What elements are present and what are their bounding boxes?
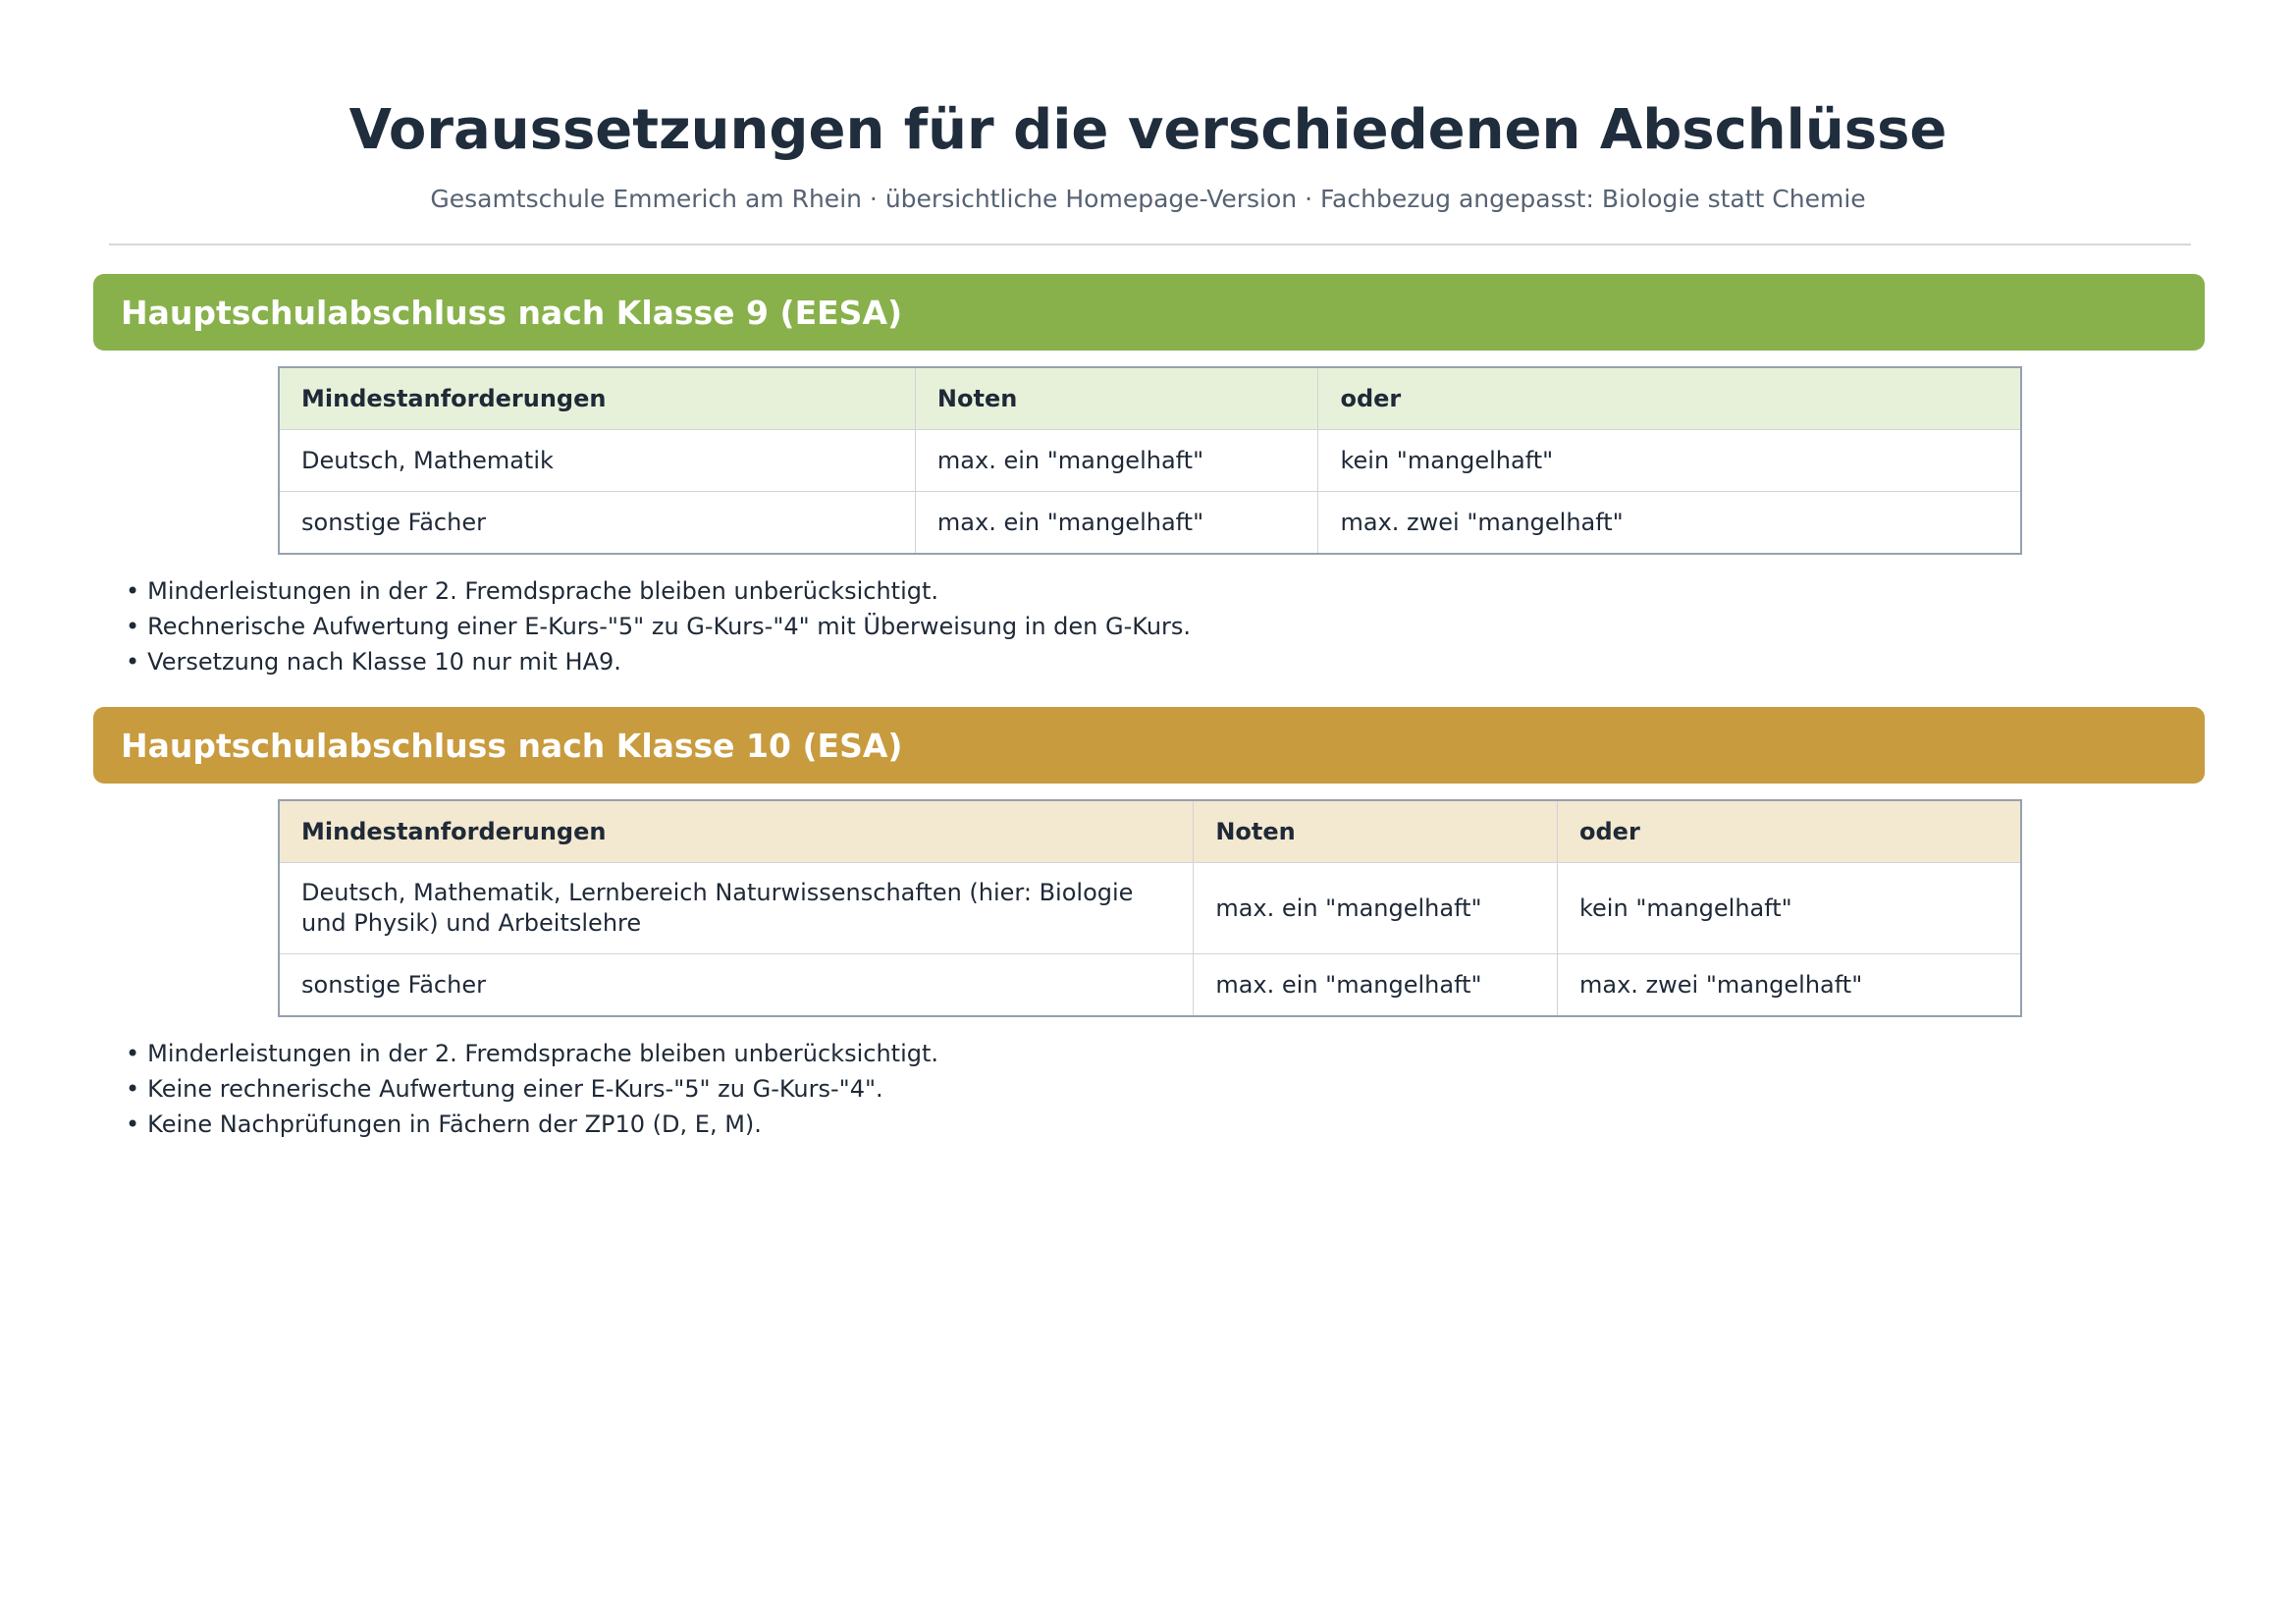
column-header: Mindestanforderungen <box>279 800 1194 863</box>
table-row <box>279 954 2021 1017</box>
page-subtitle: Gesamtschule Emmerich am Rhein · übersichtliche Homepage-Version · Fachbezug angepasst: Biologie statt Chemie <box>430 185 1866 213</box>
list-item: • Rechnerische Aufwertung einer E-Kurs-"5" zu G-Kurs-"4" mit Überweisung in den G-Kurs. <box>126 609 1191 644</box>
table-cell: kein "mangelhaft" <box>1558 863 2022 954</box>
list-item: • Minderleistungen in der 2. Fremdsprache bleiben unberücksichtigt. <box>126 1036 938 1071</box>
table-row <box>279 492 2021 555</box>
table-cell: max. zwei "mangelhaft" <box>1318 492 2021 555</box>
column-header: Noten <box>1194 800 1558 863</box>
list-item: • Versetzung nach Klasse 10 nur mit HA9. <box>126 644 1191 679</box>
page-title: Voraussetzungen für die verschiedenen Abschlüsse <box>348 98 1948 162</box>
requirements-table-esa <box>278 799 2022 1017</box>
table-cell: kein "mangelhaft" <box>1318 430 2021 492</box>
list-item: • Keine rechnerische Aufwertung einer E-Kurs-"5" zu G-Kurs-"4". <box>126 1071 938 1107</box>
table-cell: max. zwei "mangelhaft" <box>1558 954 2022 1017</box>
column-header: Noten <box>915 367 1318 430</box>
notes-list-eesa <box>126 573 1191 679</box>
section-title: Hauptschulabschluss nach Klasse 9 (EESA) <box>121 293 903 332</box>
column-header: oder <box>1318 367 2021 430</box>
table-header-row <box>279 367 2021 430</box>
table-cell: max. ein "mangelhaft" <box>915 430 1318 492</box>
table-cell: max. ein "mangelhaft" <box>1194 863 1558 954</box>
table-cell: max. ein "mangelhaft" <box>1194 954 1558 1017</box>
table-cell: Deutsch, Mathematik <box>279 430 915 492</box>
notes-list-esa <box>126 1036 938 1142</box>
list-item: • Minderleistungen in der 2. Fremdsprache bleiben unberücksichtigt. <box>126 573 1191 609</box>
column-header: Mindestanforderungen <box>279 367 915 430</box>
table-header-row <box>279 800 2021 863</box>
section-header-esa <box>93 707 2205 784</box>
table-cell: sonstige Fächer <box>279 492 915 555</box>
list-item: • Keine Nachprüfungen in Fächern der ZP10 (D, E, M). <box>126 1107 938 1142</box>
section-header-eesa <box>93 274 2205 351</box>
table-row <box>279 430 2021 492</box>
header-divider <box>109 244 2191 245</box>
table-row <box>279 863 2021 954</box>
table-cell: max. ein "mangelhaft" <box>915 492 1318 555</box>
requirements-table-eesa <box>278 366 2022 555</box>
column-header: oder <box>1558 800 2022 863</box>
table-cell: sonstige Fächer <box>279 954 1194 1017</box>
table-cell: Deutsch, Mathematik, Lernbereich Naturwissenschaften (hier: Biologie und Physik) und Arbeitslehre <box>279 863 1194 954</box>
section-title: Hauptschulabschluss nach Klasse 10 (ESA) <box>121 726 903 765</box>
